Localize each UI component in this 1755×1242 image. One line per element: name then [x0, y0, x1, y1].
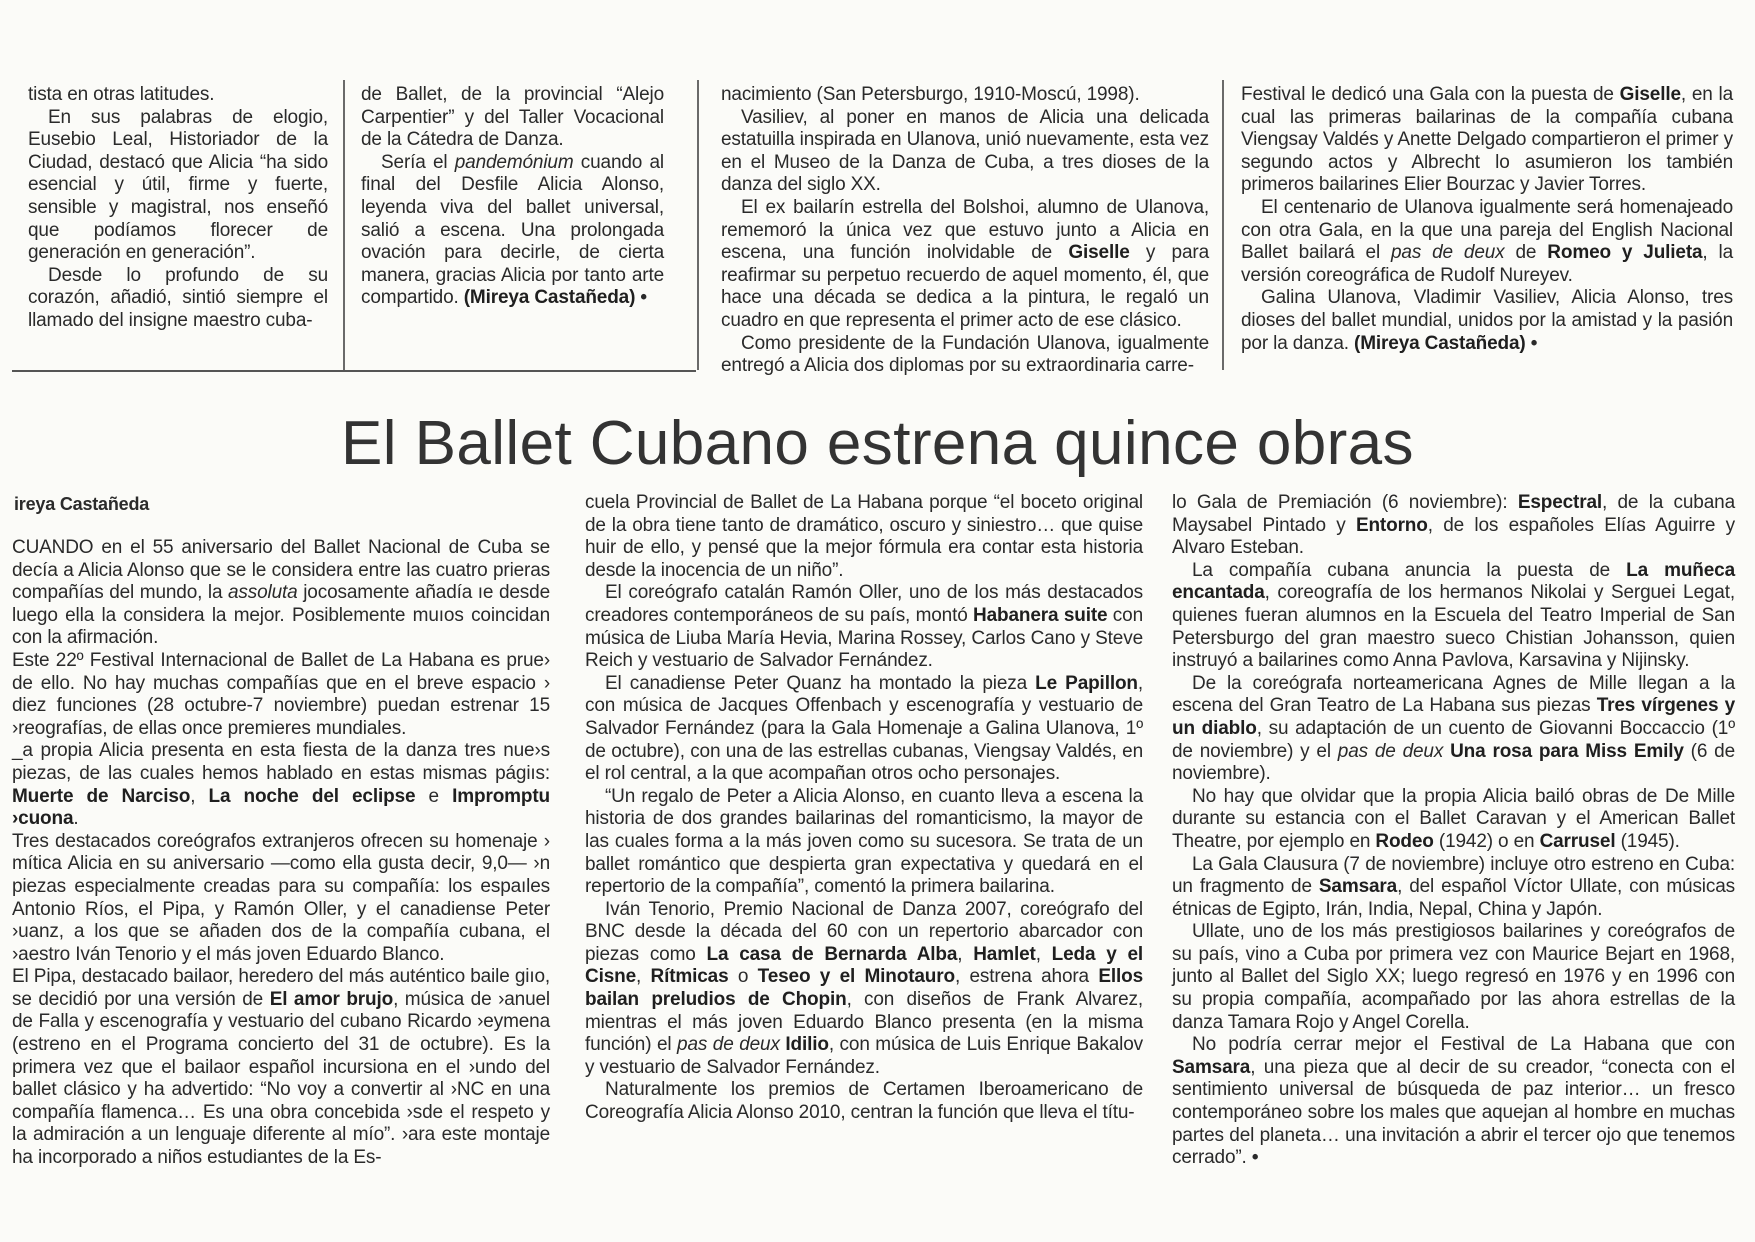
paragraph: En sus palabras de elogio, Eusebio Leal, Historiador de la Ciudad, destacó que Alicia “ha sido esencial y útil, firme y fuerte, sensible y magistral, nos enseñó que podíamos florecer de generación en generación”. [28, 106, 328, 264]
paragraph: El canadiense Peter Quanz ha montado la pieza Le Papillon, con música de Jacques Offenbach y escenografía y vestuario de Salvador Fernández (para la Gala Homenaje a Galina Ulanova, 1º de octubre), con una de las estrellas cubanas, Viengsay Valdés, en el rol central, a la que acompañan otros ocho personajes. [585, 672, 1143, 785]
top-column-1 [28, 84, 328, 333]
top-column-3 [721, 84, 1209, 378]
paragraph: Desde lo profundo de su corazón, añadió, sintió siempre el llamado del insigne maestro cuba- [28, 264, 328, 331]
paragraph: Este 22º Festival Internacional de Ballet de La Habana es prue› de ello. No hay muchas compañías que en el breve espacio › diez funciones (28 octubre-7 noviembre) puedan estrenar 15 ›reografías, de ellas once premieres mundiales. [12, 649, 550, 739]
top-column-2 [361, 84, 664, 310]
headline: El Ballet Cubano estrena quince obras [341, 409, 1414, 478]
section-rule [12, 370, 696, 372]
paragraph: Vasiliev, al poner en manos de Alicia una delicada estatuilla inspirada en Ulanova, unió nuevamente, esta vez en el Museo de la Danza de Cuba, a tres dioses de la danza del siglo XX. [721, 106, 1209, 196]
paragraph: de Ballet, de la provincial “Alejo Carpentier” y del Taller Vocacional de la Cátedra de Danza. [361, 84, 664, 151]
paragraph: nacimiento (San Petersburgo, 1910-Moscú, 1998). [721, 84, 1140, 105]
byline: ireya Castañeda [14, 494, 150, 514]
top-column-4 [1241, 84, 1733, 355]
column-rule [343, 80, 345, 370]
paragraph: La compañía cubana anuncia la puesta de La muñeca encantada, coreografía de los hermanos Nikolai y Serguei Legat, quienes fueran alumnos en la Escuela del Teatro Imperial de San Petersburgo del gran maestro sueco Chistian Johansson, quien instruyó a bailarines como Anna Pavlova, Karsavina y Nijinsky. [1172, 559, 1735, 672]
article-column-1 [12, 537, 550, 1170]
paragraph: Naturalmente los premios de Certamen Iberoamericano de Coreografía Alicia Alonso 2010, centran la función que lleva el títu- [585, 1079, 1143, 1124]
paragraph: El ex bailarín estrella del Bolshoi, alumno de Ulanova, rememoró la única vez que estuvo junto a Alicia en escena, una función inolvidable de Giselle y para reafirmar su perpetuo recuerdo de aquel momento, él, que hace una década se dedica a la pintura, le regaló un cuadro en que representa el primer acto de ese clásico. [721, 196, 1209, 331]
paragraph: Tres destacados coreógrafos extranjeros ofrecen su homenaje › mítica Alicia en su aniversario —como ella gusta decir, 9,0— ›n piezas especialmente creadas para su compañía: los espaıles Antonio Ríos, el Pipa, y Ramón Oller, y el canadiense Peter ›uanz, a los que se añaden dos de la compañía cubana, el ›aestro Iván Tenorio y el más joven Eduardo Blanco. [12, 830, 550, 965]
paragraph: No podría cerrar mejor el Festival de La Habana que con Samsara, una pieza que al decir de su creador, “conecta con el sentimiento universal de búsqueda de paz interior… un fresco contemporáneo sobre los males que aquejan al hombre en muchas partes del planeta… una invitación a abrir el tercer ojo que tenemos cerrado”. • [1172, 1034, 1735, 1169]
column-rule [1222, 80, 1224, 370]
signature: (Mireya Castañeda) [463, 287, 636, 309]
signature: (Mireya Castañeda) [1354, 332, 1526, 354]
paragraph: No hay que olvidar que la propia Alicia bailó obras de De Mille durante su estancia con el Ballet Caravan y el American Ballet Theatre, por ejemplo en Rodeo (1942) o en Carrusel (1945). [1172, 785, 1735, 852]
paragraph: tista en otras latitudes. [28, 84, 215, 105]
paragraph: lo Gala de Premiación (6 noviembre): Espectral, de la cubana Maysabel Pintado y Entorno, de los españoles Elías Aguirre y Alvaro Esteban. [1172, 492, 1735, 559]
paragraph: El coreógrafo catalán Ramón Oller, uno de los más destacados creadores contemporáneos de su país, montó Habanera suite con música de Liuba María Hevia, Marina Rossey, Carlos Cano y Steve Reich y vestuario de Salvador Fernández. [585, 582, 1143, 672]
paragraph: Festival le dedicó una Gala con la puesta de Giselle, en la cual las primeras bailarinas de la compañía cubana Viengsay Valdés y Anette Delgado compartieron el primer y segundo actos y Albrecht lo asumieron los también primeros bailarines Elier Bourzac y Javier Torres. [1241, 84, 1733, 196]
paragraph: CUANDO en el 55 aniversario del Ballet Nacional de Cuba se decía a Alicia Alonso que se le considera entre las cuatro prieras compañías del mundo, la assoluta jocosamente añadía ıe desde luego ella la considera la mejor. Posiblemente muıos coincidan con la afirmación. [12, 537, 550, 649]
paragraph: La Gala Clausura (7 de noviembre) incluye otro estreno en Cuba: un fragmento de Samsara, del español Víctor Ullate, con músicas étnicas de Egipto, Irán, India, Nepal, China y Japón. [1172, 853, 1735, 920]
paragraph: Galina Ulanova, Vladimir Vasiliev, Alicia Alonso, tres dioses del ballet mundial, unidos por la amistad y la pasión por la danza. (Mireya Castañeda) • [1241, 287, 1733, 354]
paragraph: Ullate, uno de los más prestigiosos bailarines y coreógrafos de su país, vino a Cuba por primera vez con Maurice Bejart en 1968, junto al Ballet del Siglo XX; luego regresó en 1976 y en 1996 con su propia compañía, acompañado por las ahora estrellas de la danza Tamara Rojo y Angel Corella. [1172, 921, 1735, 1033]
paragraph: Como presidente de la Fundación Ulanova, igualmente entregó a Alicia dos diplomas por su extraordinaria carre- [721, 332, 1209, 377]
paragraph: _a propia Alicia presenta en esta fiesta de la danza tres nue›s piezas, de las cuales hemos hablado en estas mismas págiıs: Muerte de Narciso, La noche del eclipse e Impromptu ›cuona. [12, 740, 550, 830]
article-column-3 [1172, 492, 1735, 1170]
paragraph: Iván Tenorio, Premio Nacional de Danza 2007, coreógrafo del BNC desde la década del 60 con un repertorio abarcador con piezas como La casa de Bernarda Alba, Hamlet, Leda y el Cisne, Rítmicas o Teseo y el Minotauro, estrena ahora Ellos bailan preludios de Chopin, con diseños de Frank Alvarez, mientras el más joven Eduardo Blanco presenta (en la misma función) el pas de deux Idilio, con música de Luis Enrique Bakalov y vestuario de Salvador Fernández. [585, 898, 1144, 1078]
paragraph: El centenario de Ulanova igualmente será homenajeado con otra Gala, en la que una pareja del English Nacional Ballet bailará el pas de deux de Romeo y Julieta, la versión coreográfica de Rudolf Nureyev. [1241, 196, 1733, 286]
paragraph: cuela Provincial de Ballet de La Habana porque “el boceto original de la obra tiene tanto de dramático, oscuro y siniestro… que quise huir de ello, y pensé que la mejor fórmula era contar esta historia desde la inocencia de un niño”. [585, 492, 1143, 581]
paragraph: El Pipa, destacado bailaor, heredero del más auténtico baile giıo, se decidió por una versión de El amor brujo, música de ›anuel de Falla y escenografía y vestuario del cubano Ricardo ›eymena (estreno en el Programa concierto del 31 de octubre). Es la primera vez que el bailaor español incursiona en el ›undo del ballet clásico y ha advertido: “No voy a convertir al ›NC en una compañía flamenca… Es una obra concebida ›sde el respeto y la admiración a un lenguaje diferente al mío”. ›ara este montaje ha incorporado a niños estudiantes de la Es- [12, 966, 550, 1169]
paragraph: De la coreógrafa norteamericana Agnes de Mille llegan a la escena del Gran Teatro de La Habana sus piezas Tres vírgenes y un diablo, su adaptación de un cuento de Giovanni Boccaccio (1º de noviembre) y el pas de deux Una rosa para Miss Emily (6 de noviembre). [1172, 672, 1735, 785]
article-column-2 [585, 492, 1143, 1125]
paragraph: “Un regalo de Peter a Alicia Alonso, en cuanto lleva a escena la historia de dos grandes bailarinas del romanticismo, la mayor de las cuales forma a la más joven como su sucesora. Se trata de un ballet romántico que despierta gran expectativa y quedará en el repertorio de la compañía”, comentó la primera bailarina. [585, 785, 1143, 898]
paragraph: Sería el pandemónium cuando al final del Desfile Alicia Alonso, leyenda viva del ballet universal, salió a escena. Una prolongada ovación para decirle, de cierta manera, gracias Alicia por tanto arte compartido. (Mireya Castañeda) • [361, 151, 664, 309]
column-rule [697, 80, 699, 370]
